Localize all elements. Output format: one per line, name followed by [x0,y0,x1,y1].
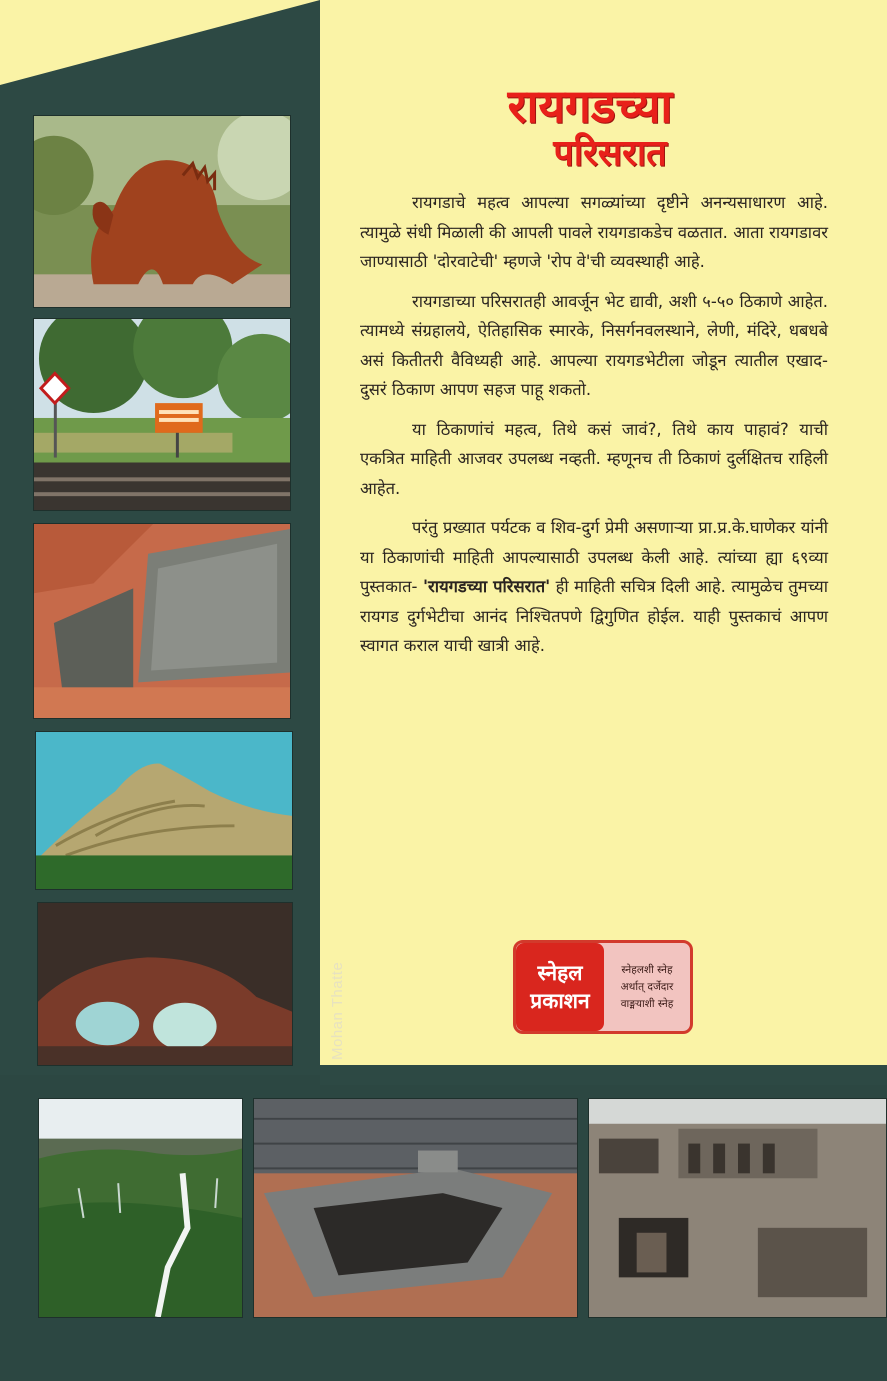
paragraph-4-start: परंतु प्रख्यात पर्यटक व शिव-दुर्ग प्रेमी असणाऱ्या प्रा.प्र.के.घाणेकर यांनी या ठिकाणांची माहिती आपल्यासाठी उपलब्ध केली आहे. त्यांच्या ह्या ६९व्या पुस्तकात- [360,518,828,596]
paragraph-4-end: ही माहिती सचित्र दिली आहे. त्यामुळेच तुमच्या रायगड दुर्गभेटीचा आनंद निश्चितपणे द्विगुणित होईल. याही पुस्तकाचं आपण स्वागत कराल याची खात्री आहे. [360,577,828,655]
photo-credit: Mohan Thatte [329,961,346,1060]
tagline-line-1: स्नेहलशी स्नेह [621,963,673,976]
photo-railway-station [33,318,291,511]
photo-rock-cut-caves [588,1098,887,1318]
title-line-1: रायगडच्या [507,79,673,133]
dark-divider-bar [320,1065,887,1085]
paragraph-4 [360,513,828,661]
tagline-line-2: अर्थात् दर्जेदार [620,980,674,993]
blurb-text [360,188,828,671]
photo-waterfall-valley [38,1098,243,1318]
title-line-2: परिसरात [553,133,667,174]
paragraph-3: या ठिकाणांचं महत्व, तिथे कसं जावं?, तिथे काय पाहावं? याची एकत्रित माहिती आजवर उपलब्ध नव्हती. म्हणूनच ती ठिकाणं दुर्लक्षितच राहिली आहेत. [360,419,828,498]
page-title [470,78,710,174]
paragraph-2: रायगडाच्या परिसरातही आवर्जून भेट द्यावी, अशी ५-५० ठिकाणे आहेत. त्यामध्ये संग्रहालये, ऐतिहासिक स्मारके, निसर्गनवलस्थाने, लेणी, मंदिरे, धबधबे असं कितीतरी वैविध्यही आहे. आपल्या रायगडभेटीला जोडून त्यातील एखाद-दुसरं ठिकाण आपण सहज पाहू शकतो. [360,291,828,399]
paragraph-1: रायगडाचे महत्व आपल्या सगळ्यांच्या दृष्टीने अनन्यसाधारण आहे. त्यामुळे संधी मिळाली की आपली पावले रायगडाकडेच वळतात. आता रायगडावर जाण्यासाठी 'दोरवाटेची' म्हणजे 'रोप वे'ची व्यवस्थाही आहे. [360,193,828,271]
publisher-tagline [604,962,690,1013]
photo-rock-sculpture [33,115,291,308]
photo-cave-arches [37,902,293,1066]
tagline-line-3: वाङ्मयाशी स्नेह [620,997,674,1010]
photo-stone-well [253,1098,578,1318]
publisher-name-line-1: स्नेहल [537,961,583,985]
publisher-name-line-2: प्रकाशन [530,989,590,1013]
publisher-name-block [516,943,604,1031]
photo-rock-cistern [33,523,291,719]
publisher-logo [513,940,693,1034]
photo-mountain-peak [35,731,293,890]
book-title-inline: 'रायगडच्या परिसरात' [423,577,551,596]
